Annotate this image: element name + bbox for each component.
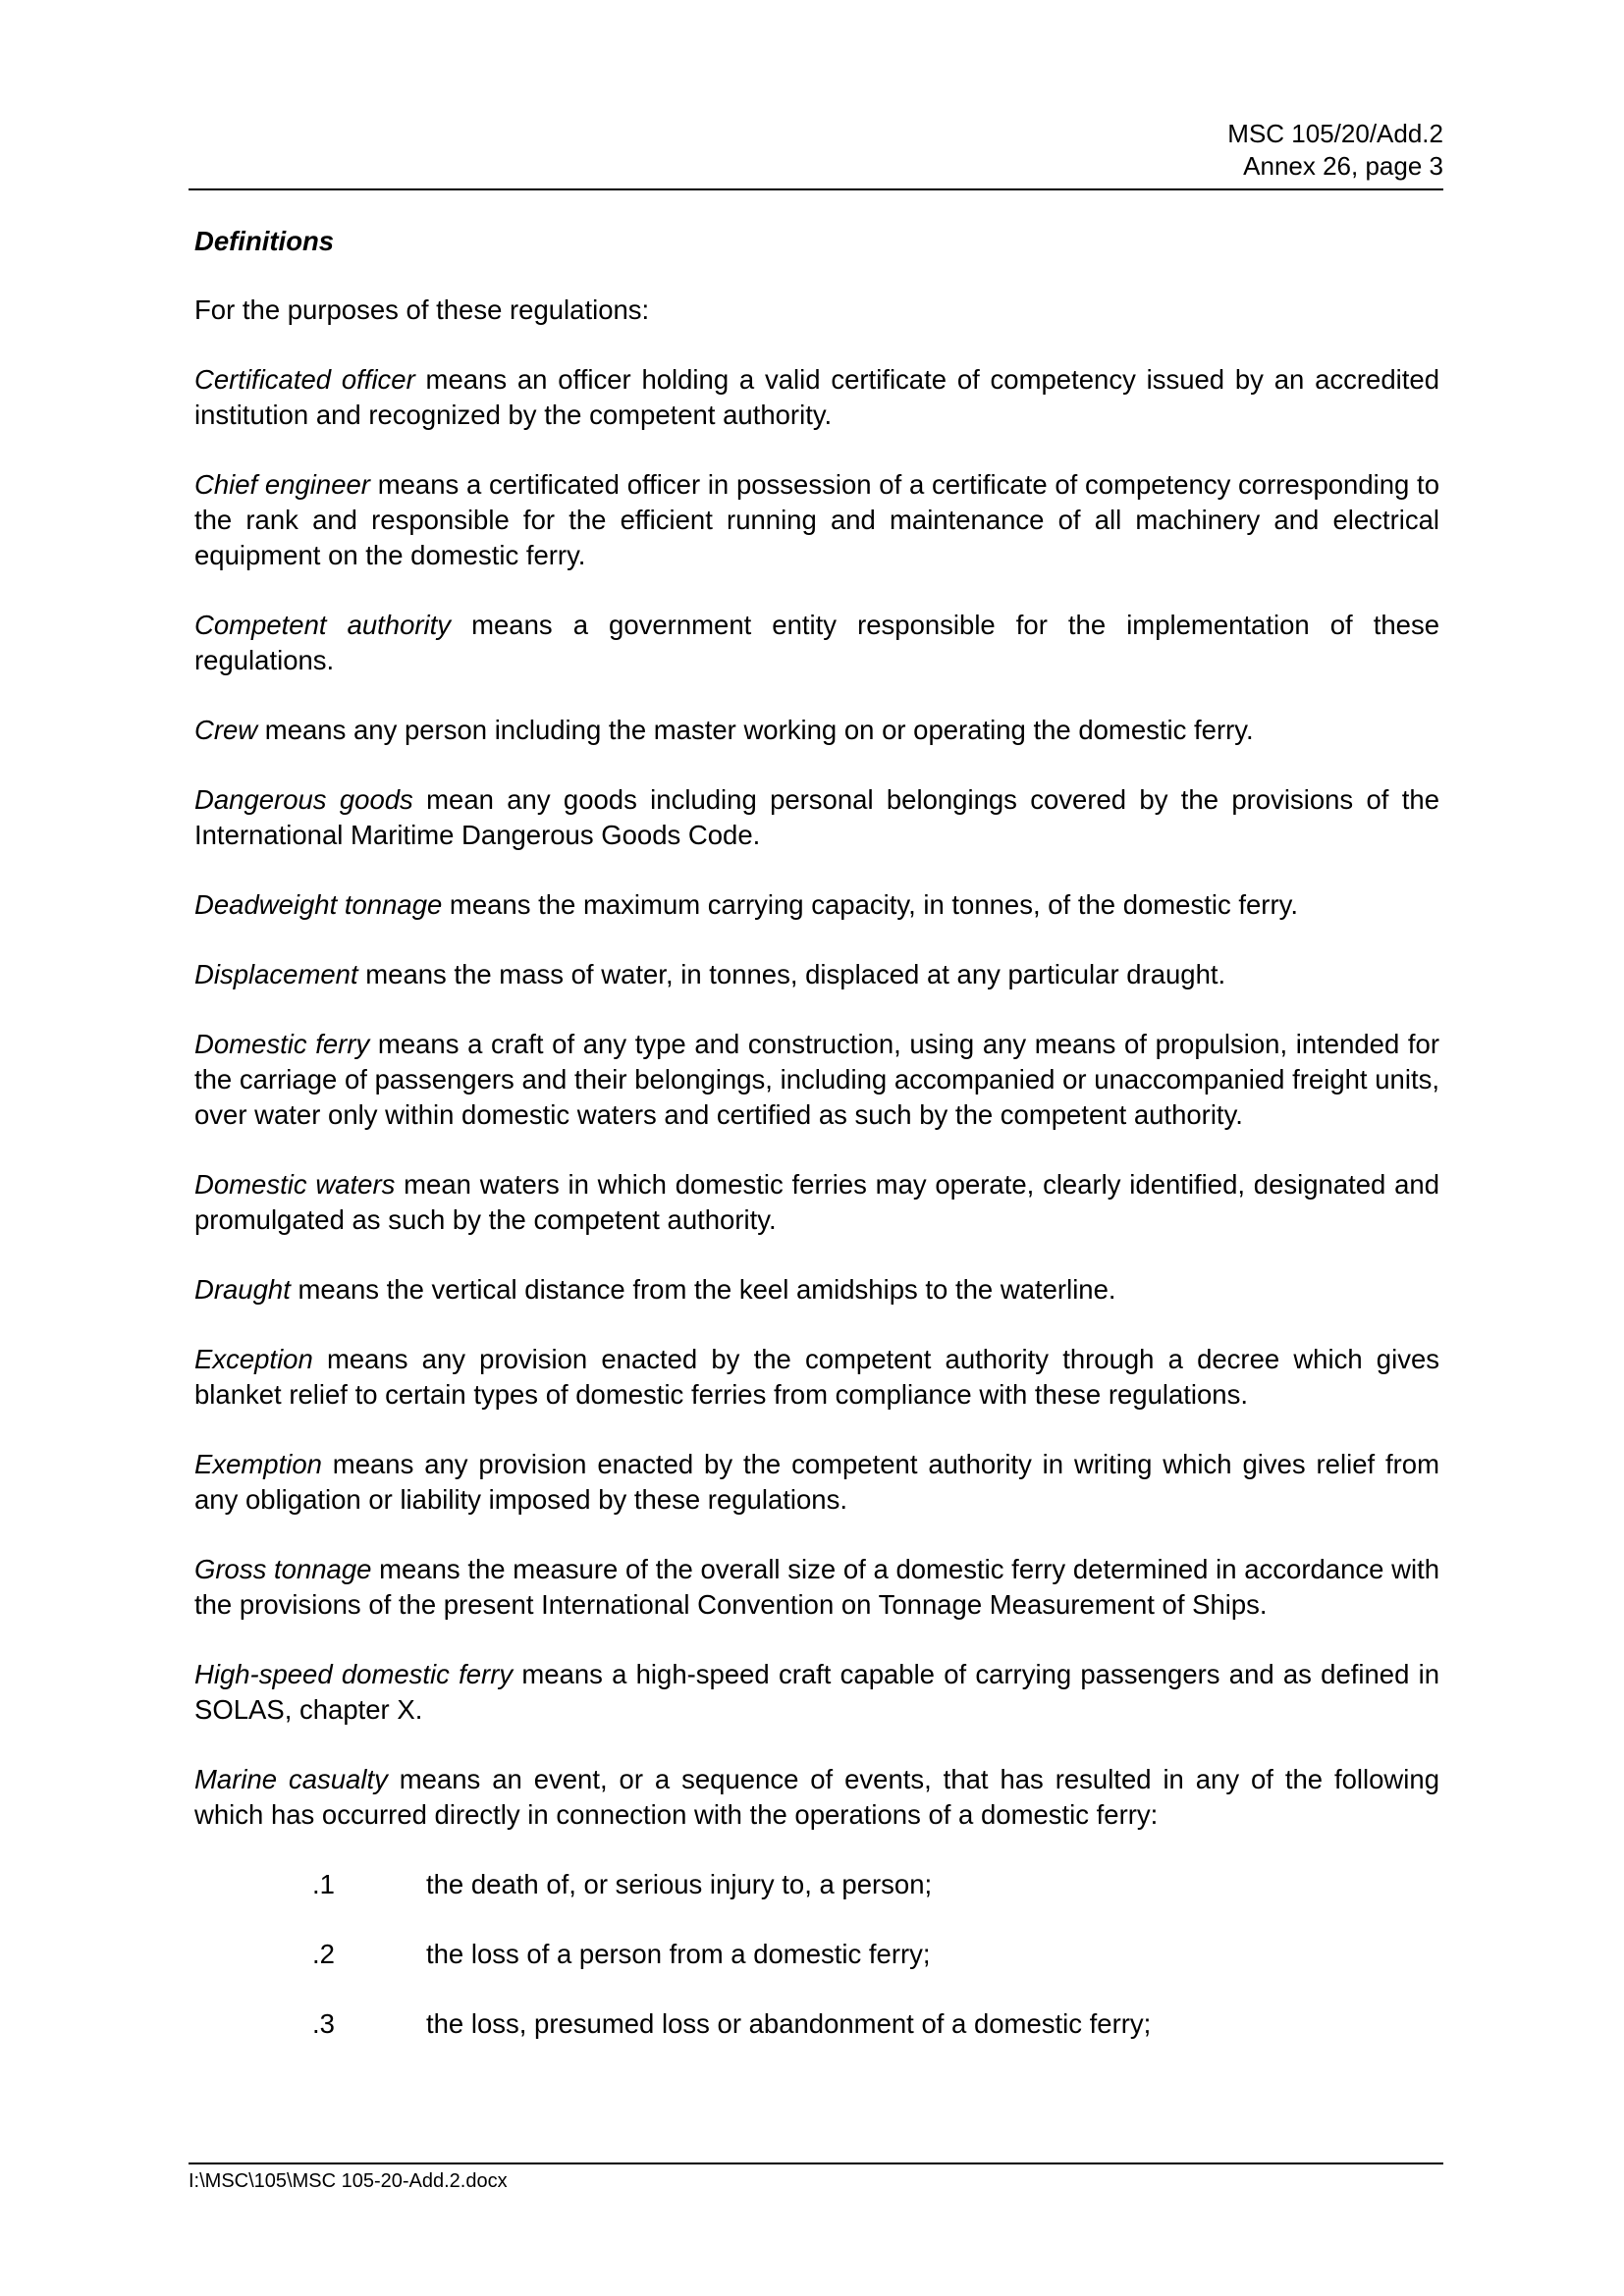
definition-text: means a high-speed craft capable of carrying passengers and as defined in SOLAS, chapter X. (194, 1659, 1439, 1725)
definition-paragraph (194, 1552, 1439, 1623)
definition-paragraph (194, 1342, 1439, 1413)
definition-paragraph (194, 1167, 1439, 1238)
list-text: the loss, presumed loss or abandonment of a domestic ferry; (426, 2008, 1152, 2039)
definition-paragraph (194, 1447, 1439, 1518)
document-body (194, 224, 1439, 2076)
definition-paragraph (194, 1027, 1439, 1133)
definition-text: means the measure of the overall size of a domestic ferry determined in accordance with the provisions of the present International Convention on Tonnage Measurement of Ships. (194, 1554, 1440, 1620)
intro-paragraph: For the purposes of these regulations: (194, 294, 650, 325)
definition-text: means a government entity responsible for the implementation of these regulations. (194, 610, 1439, 675)
footer-file-path: I:\MSC\105\MSC 105-20-Add.2.docx (189, 2170, 508, 2192)
definition-term: Marine casualty (194, 1764, 388, 1794)
definition-term: Competent authority (194, 610, 452, 640)
header-divider (189, 188, 1443, 190)
definition-term: Deadweight tonnage (194, 889, 443, 920)
definition-text: means the maximum carrying capacity, in tonnes, of the domestic ferry. (442, 889, 1298, 920)
definition-text: means any person including the master working on or operating the domestic ferry. (257, 715, 1254, 745)
definition-paragraph (194, 1657, 1439, 1728)
definition-paragraph (194, 608, 1439, 678)
page-header (189, 118, 1443, 183)
definition-paragraph (194, 957, 1439, 992)
list-number: .1 (312, 1869, 335, 1899)
definition-text: means the vertical distance from the keel amidships to the waterline. (290, 1274, 1116, 1305)
definition-term: Gross tonnage (194, 1554, 372, 1584)
list-item (194, 1937, 1439, 1972)
list-number: .2 (312, 1939, 335, 1969)
definition-term: Crew (194, 715, 258, 745)
list-number: .3 (312, 2008, 335, 2039)
definition-paragraph (194, 467, 1439, 573)
definition-text: means any provision enacted by the competent authority through a decree which gives blanket relief to certain types of domestic ferries from compliance with these regulations. (194, 1344, 1439, 1410)
list-text: the loss of a person from a domestic ferry; (426, 1939, 931, 1969)
section-title: Definitions (194, 226, 335, 256)
list-text: the death of, or serious injury to, a person; (426, 1869, 933, 1899)
definition-term: Exception (194, 1344, 313, 1374)
definition-paragraph (194, 362, 1439, 433)
definition-paragraph (194, 713, 1439, 748)
definition-text: means the mass of water, in tonnes, displaced at any particular draught. (357, 959, 1226, 989)
annex-page-number: Annex 26, page 3 (1243, 151, 1443, 181)
definition-text: means an event, or a sequence of events, that has resulted in any of the following which has occurred directly in connection with the operations of a domestic ferry: (194, 1764, 1439, 1830)
definition-text: means a certificated officer in possession of a certificate of competency corresponding to the rank and responsible for the efficient running and maintenance of all machinery and electrical equipment on the domestic ferry. (194, 469, 1439, 570)
list-item (194, 1867, 1439, 1902)
definition-term: Exemption (194, 1449, 322, 1479)
definition-paragraph (194, 887, 1439, 923)
definition-term: Certificated officer (194, 364, 415, 395)
definition-term: Domestic waters (194, 1169, 396, 1200)
document-reference: MSC 105/20/Add.2 (1227, 119, 1443, 148)
definition-paragraph (194, 1762, 1439, 1833)
definition-paragraph (194, 782, 1439, 853)
definition-text: means any provision enacted by the competent authority in writing which gives relief from any obligation or liability imposed by these regulations. (194, 1449, 1439, 1515)
definition-text: means an officer holding a valid certificate of competency issued by an accredited institution and recognized by the competent authority. (194, 364, 1439, 430)
definition-term: Draught (194, 1274, 291, 1305)
definition-text: mean any goods including personal belongings covered by the provisions of the International Maritime Dangerous Goods Code. (194, 784, 1439, 850)
definition-term: Displacement (194, 959, 358, 989)
definition-paragraph (194, 1272, 1439, 1308)
definition-term: Dangerous goods (194, 784, 413, 815)
definition-text: means a craft of any type and construction, using any means of propulsion, intended for the carriage of passengers and their belongings, including accompanied or unaccompanied freight units, over water only within domestic waters and certified as such by the competent authority. (194, 1029, 1440, 1130)
footer-divider (189, 2163, 1443, 2164)
definition-term: High-speed domestic ferry (194, 1659, 514, 1689)
definition-term: Chief engineer (194, 469, 370, 500)
list-item (194, 2006, 1439, 2042)
definition-term: Domestic ferry (194, 1029, 370, 1059)
definition-text: mean waters in which domestic ferries may operate, clearly identified, designated and promulgated as such by the competent authority. (194, 1169, 1439, 1235)
